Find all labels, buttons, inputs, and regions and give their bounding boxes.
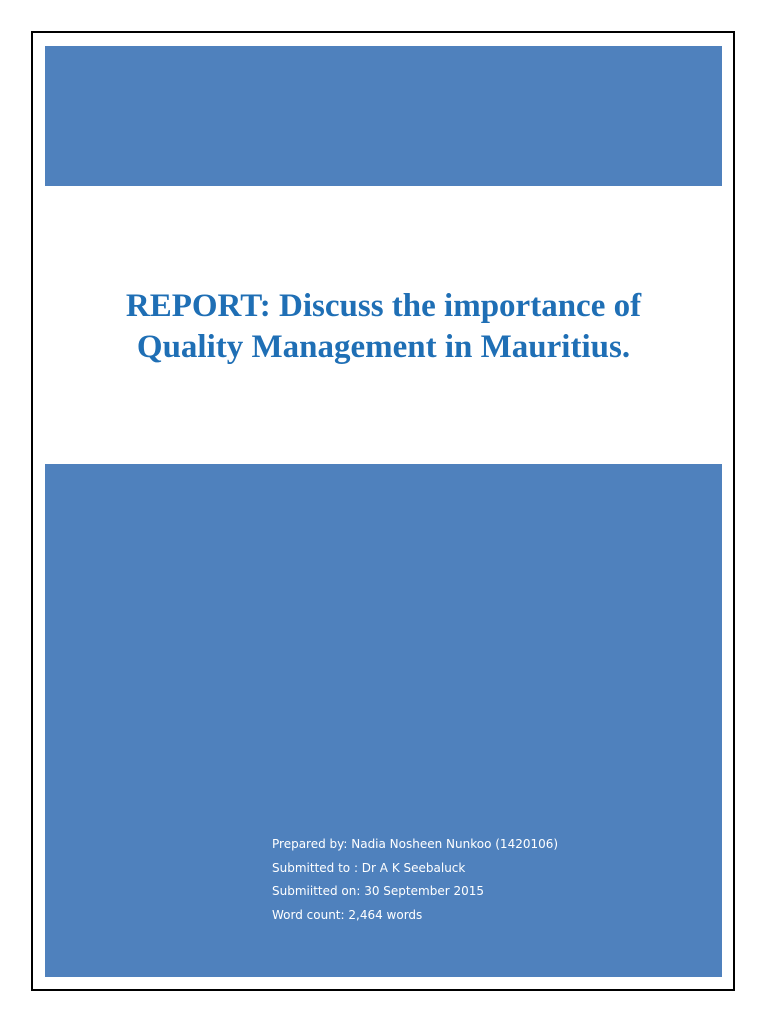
report-title-line-2: Quality Management in Mauritius. [136,329,631,365]
word-count: Word count: 2,464 words [272,907,423,922]
submitted-on: Submiitted on: 30 September 2015 [272,884,484,898]
report-title [45,286,722,368]
report-title-line-1: REPORT: Discuss the importance of [125,288,642,324]
top-color-band [45,46,722,186]
submission-details [272,833,558,927]
prepared-by: Prepared by: Nadia Nosheen Nunkoo (1420106) [272,837,559,851]
submitted-to: Submitted to : Dr A K Seebaluck [272,860,466,875]
